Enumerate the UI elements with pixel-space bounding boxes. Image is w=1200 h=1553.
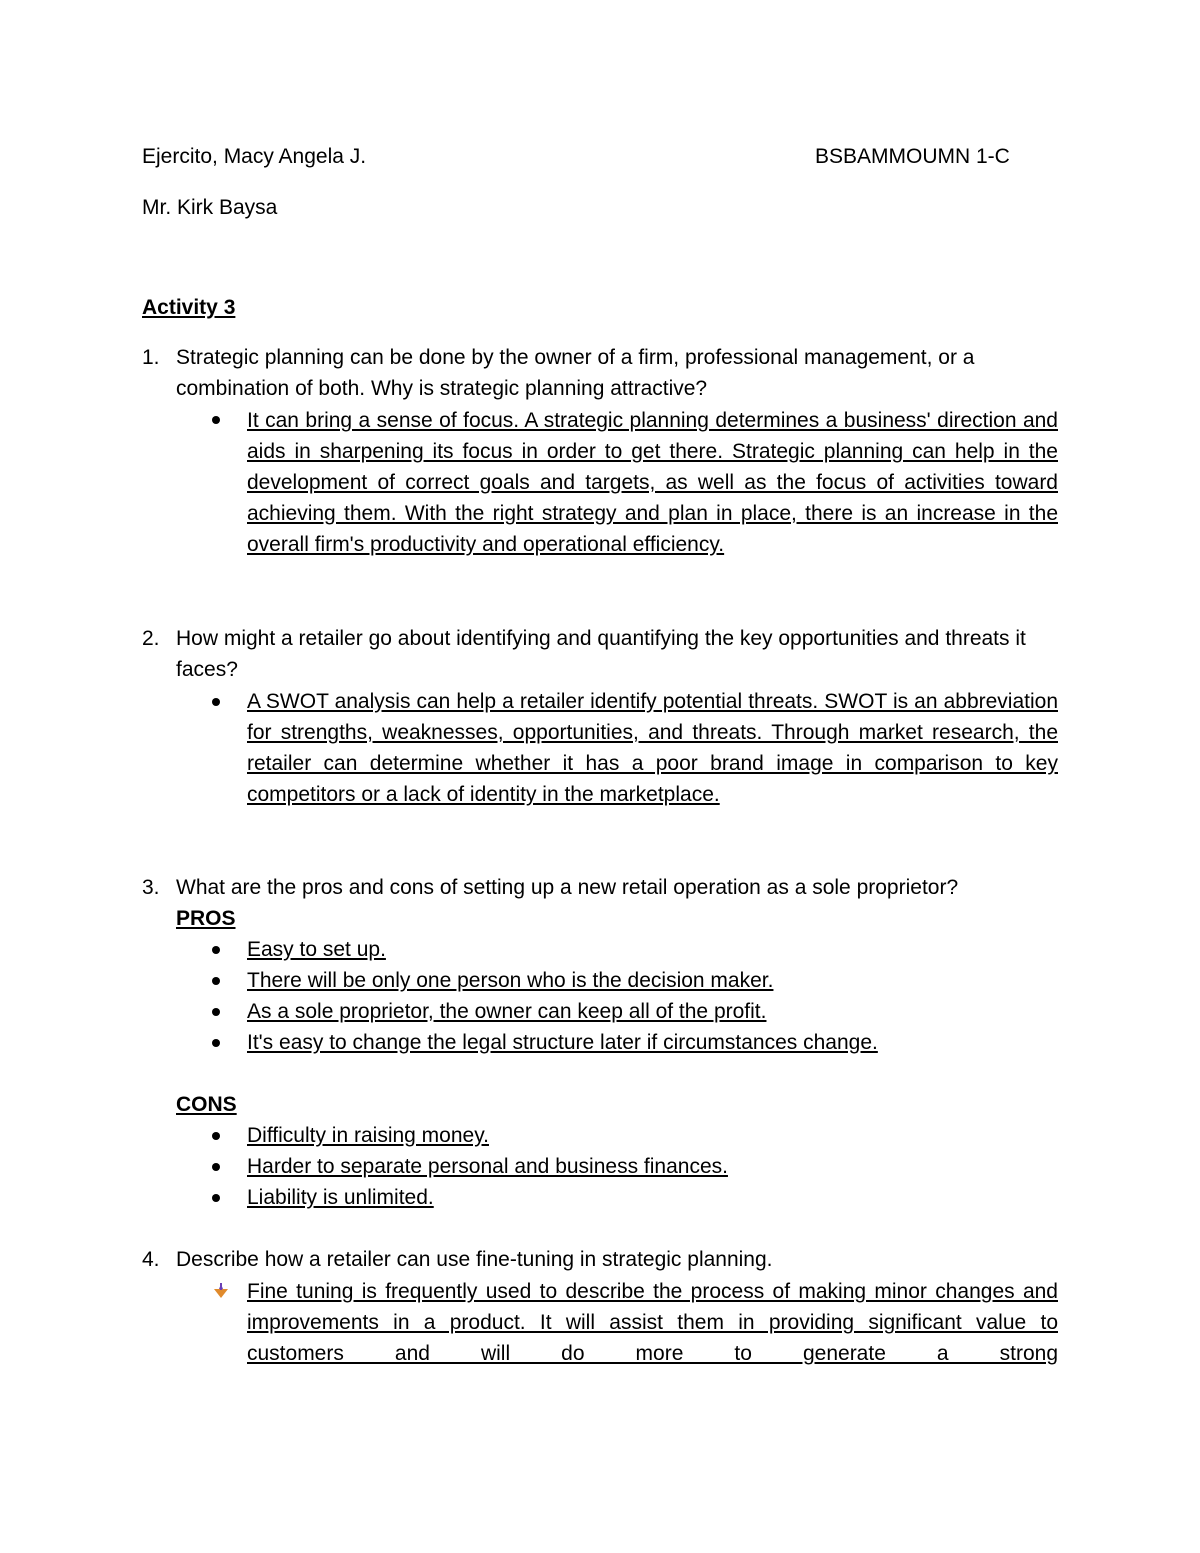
- answer-2: A SWOT analysis can help a retailer identify potential threats. SWOT is an abbreviation for strengths, weaknesses, opportunities, and threats. Through market research, the retailer can determine whether it has a poor brand image in comparison to key competitors or a lack of identity in the marketplace.: [247, 690, 1058, 806]
- pros-item: As a sole proprietor, the owner can keep all of the profit.: [247, 1000, 767, 1023]
- question-text: How might a retailer go about identifying and quantifying the key opportunities and threats it faces?: [176, 627, 1026, 681]
- question-number: 3.: [142, 876, 160, 899]
- question-text: Describe how a retailer can use fine-tuning in strategic planning.: [176, 1248, 773, 1271]
- pros-item: It's easy to change the legal structure later if circumstances change.: [247, 1031, 878, 1054]
- question-number: 4.: [142, 1248, 160, 1271]
- answer-4: Fine tuning is frequently used to describe the process of making minor changes and improvements in a product. It will assist them in providing significant value to customers and will do more to generate a strong: [247, 1280, 1058, 1365]
- question-2: [142, 623, 1062, 685]
- bullet-icon: [212, 1194, 220, 1202]
- question-4: [142, 1244, 1062, 1275]
- question-text: Strategic planning can be done by the owner of a firm, professional management, or a combination of both. Why is strategic planning attractive?: [176, 346, 975, 400]
- question-number: 2.: [142, 627, 160, 650]
- activity-title: Activity 3: [142, 296, 236, 319]
- cons-item: Liability is unlimited.: [247, 1186, 434, 1209]
- bullet-icon: [212, 946, 220, 954]
- bullet-icon: [212, 1008, 220, 1016]
- bullet-icon: [212, 1039, 220, 1047]
- question-number: 1.: [142, 346, 160, 369]
- question-3: [142, 872, 1062, 903]
- pros-item: Easy to set up.: [247, 938, 386, 961]
- bullet-icon: [212, 416, 220, 424]
- question-text: What are the pros and cons of setting up a new retail operation as a sole proprietor?: [176, 876, 959, 899]
- pros-item: There will be only one person who is the decision maker.: [247, 969, 774, 992]
- bullet-icon: [212, 977, 220, 985]
- section-code: BSBAMMOUMN 1-C: [815, 145, 1010, 168]
- bullet-icon: [212, 1163, 220, 1171]
- arrow-bullet-icon: [212, 1283, 230, 1299]
- cons-item: Difficulty in raising money.: [247, 1124, 489, 1147]
- cons-item: Harder to separate personal and business finances.: [247, 1155, 728, 1178]
- answer-1: It can bring a sense of focus. A strategic planning determines a business' direction and aids in sharpening its focus in order to get there. Strategic planning can help in the development of correct goals and targets, as well as the focus of activities toward achieving them. With the right strategy and plan in place, there is an increase in the overall firm's productivity and operational efficiency.: [247, 409, 1058, 556]
- cons-heading: CONS: [176, 1093, 237, 1116]
- bullet-icon: [212, 1132, 220, 1140]
- pros-heading: PROS: [176, 907, 236, 930]
- student-name: Ejercito, Macy Angela J.: [142, 145, 367, 168]
- instructor-name: Mr. Kirk Baysa: [142, 196, 278, 219]
- question-1: [142, 342, 1062, 404]
- bullet-icon: [212, 698, 220, 706]
